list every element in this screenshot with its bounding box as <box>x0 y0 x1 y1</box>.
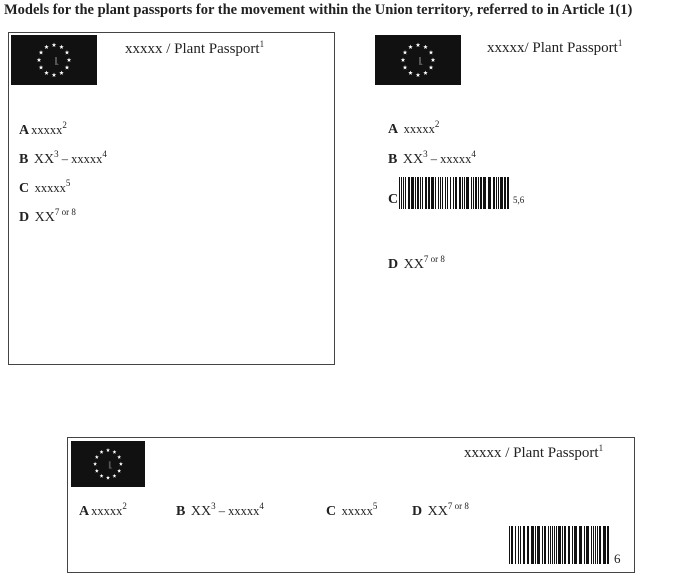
row-d: D $XX^{7 or 8}$ <box>19 207 76 225</box>
barcode-bar <box>500 177 503 209</box>
row-a: A xxxxx$^2$ <box>388 119 440 137</box>
eu-flag-icon <box>71 441 145 487</box>
barcode-bar <box>579 526 582 564</box>
barcode-bar <box>466 177 469 209</box>
barcode-bar <box>442 177 443 209</box>
barcode-bar <box>480 177 482 209</box>
barcode-bar <box>554 526 555 564</box>
row-b: B $XX^3$ – xxxxx$^4$ <box>176 501 264 519</box>
barcode-bar <box>591 526 592 564</box>
row-b: B $XX^3$ – xxxxx$^4$ <box>388 149 476 167</box>
barcode-bar <box>447 177 448 209</box>
barcode-bar <box>417 177 419 209</box>
row-b: B $XX^3$ – xxxxx$^4$ <box>19 149 107 167</box>
barcode-bar <box>401 177 402 209</box>
barcode-bar <box>408 177 410 209</box>
barcode-bar <box>422 177 423 209</box>
barcode-bar <box>564 526 566 564</box>
barcode-bar <box>455 177 457 209</box>
barcode-bar <box>595 526 596 564</box>
barcode-bar <box>440 177 441 209</box>
barcode-bar <box>552 526 553 564</box>
barcode-bar <box>515 526 516 564</box>
barcode-footnote: 5,6 <box>513 195 525 205</box>
barcode-bar <box>568 526 570 564</box>
barcode-bar <box>471 177 472 209</box>
barcode-bar <box>453 177 454 209</box>
barcode-bar <box>438 177 439 209</box>
barcode-bar <box>488 177 491 209</box>
row-a: A xxxxx$^2$ <box>19 120 67 138</box>
barcode-bar <box>531 526 534 564</box>
row-c: C xxxxx$^5$ <box>326 501 378 519</box>
barcode-bar <box>518 526 519 564</box>
barcode-bar <box>572 526 573 564</box>
barcode-bar <box>425 177 427 209</box>
row-c: C <box>388 192 399 207</box>
row-d: D $XX^{7 or 8}$ <box>388 254 445 272</box>
barcode-bar <box>462 177 463 209</box>
passport-title: xxxxx/ Plant Passport$^1$ <box>487 38 623 56</box>
barcode-bar <box>493 177 495 209</box>
barcode-bar <box>523 526 525 564</box>
barcode-bar <box>527 526 529 564</box>
barcode-bar <box>464 177 465 209</box>
barcode-bar <box>603 526 606 564</box>
barcode-bar <box>593 526 594 564</box>
barcode-bar <box>544 526 546 564</box>
barcode-bar <box>607 526 609 564</box>
barcode-bar <box>403 177 404 209</box>
row-a: A xxxxx$^2$ <box>79 501 127 519</box>
barcode-bar <box>537 526 540 564</box>
barcode-bar <box>473 177 474 209</box>
barcode-bar <box>478 177 479 209</box>
barcode-bar <box>550 526 551 564</box>
plant-passport-model-1 <box>8 32 335 365</box>
plant-passport-model-2 <box>372 32 687 332</box>
page-heading: Models for the plant passports for the movement within the Union territory, referred to in Article 1(1) <box>4 2 633 18</box>
row-d: D $XX^{7 or 8}$ <box>412 501 469 519</box>
plant-passport-model-3 <box>67 437 635 573</box>
barcode-bar <box>431 177 434 209</box>
eu-flag-icon <box>11 35 97 85</box>
barcode-bar <box>562 526 563 564</box>
barcode-bar <box>411 177 414 209</box>
barcode-bar <box>584 526 585 564</box>
row-c: C xxxxx$^5$ <box>19 178 71 196</box>
barcode-bar <box>556 526 557 564</box>
barcode-bar <box>496 177 497 209</box>
barcode-bar <box>520 526 521 564</box>
barcode-bar <box>405 177 406 209</box>
barcode-bar <box>445 177 446 209</box>
barcode-bar <box>509 526 510 564</box>
barcode-bar <box>599 526 601 564</box>
barcode-icon <box>399 177 511 209</box>
barcode-bar <box>586 526 589 564</box>
barcode-bar <box>450 177 451 209</box>
barcode-bar <box>475 177 477 209</box>
barcode-bar <box>558 526 561 564</box>
barcode-bar <box>504 177 506 209</box>
eu-flag-icon <box>375 35 461 85</box>
barcode-bar <box>535 526 536 564</box>
passport-title: xxxxx / Plant Passport$^1$ <box>125 39 265 57</box>
barcode-bar <box>428 177 430 209</box>
barcode-bar <box>511 526 513 564</box>
barcode-bar <box>483 177 486 209</box>
barcode-bar <box>574 526 577 564</box>
barcode-bar <box>459 177 461 209</box>
barcode-footnote: 6 <box>614 551 621 566</box>
barcode-bar <box>542 526 543 564</box>
passport-title: xxxxx / Plant Passport$^1$ <box>464 443 604 461</box>
barcode-bar <box>498 177 499 209</box>
barcode-bar <box>507 177 509 209</box>
barcode-bar <box>415 177 416 209</box>
barcode-bar <box>597 526 598 564</box>
barcode-bar <box>548 526 549 564</box>
barcode-bar <box>399 177 400 209</box>
barcode-icon <box>509 526 611 564</box>
barcode-bar <box>435 177 436 209</box>
barcode-bar <box>420 177 421 209</box>
